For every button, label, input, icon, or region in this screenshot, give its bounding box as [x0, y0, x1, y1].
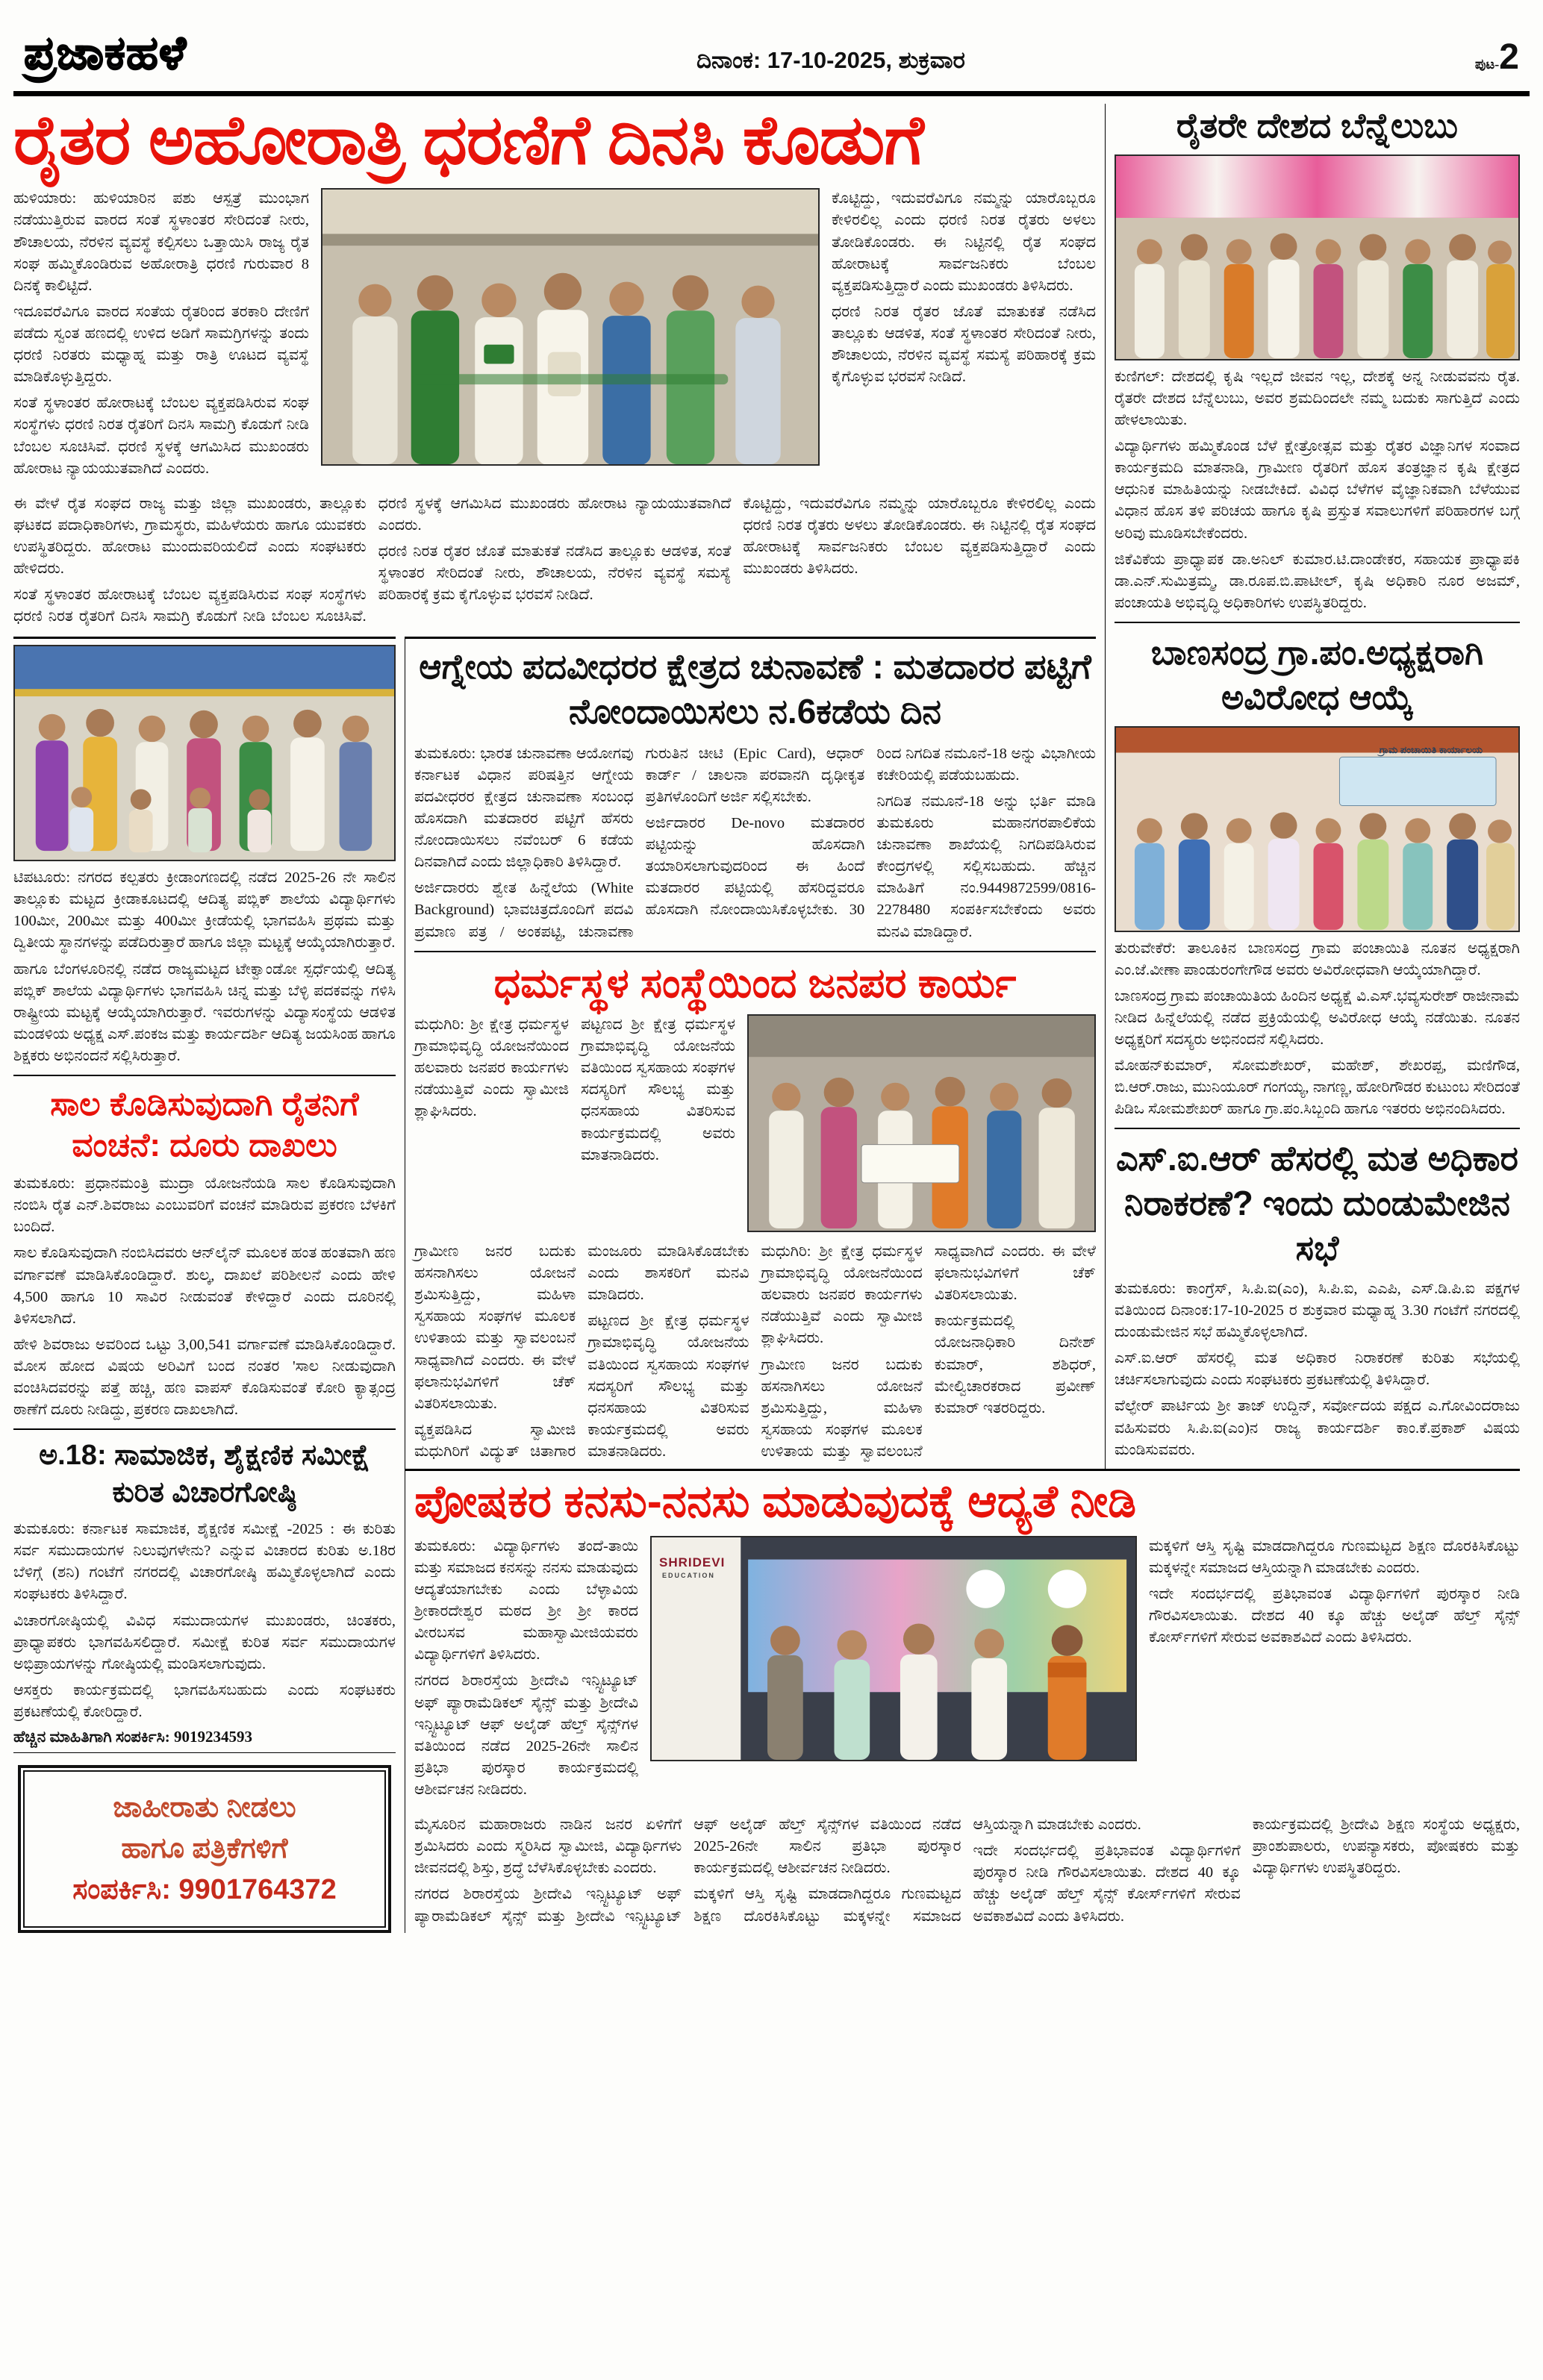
paragraph: ಮಧುಗಿರಿ: ಶ್ರೀ ಕ್ಷೇತ್ರ ಧರ್ಮಸ್ಥಳ ಗ್ರಾಮಾಭಿವೃದ್ಧಿ ಯೋಜನೆಯಿಂದ ಹಲವಾರು ಜನಪರ ಕಾರ್ಯಗಳು ನಡೆಯುತ್ತಿವೆ ಎಂದು ಸ್ವಾಮೀಜಿ ಶ್ಲಾಘಿಸಿದರು. — [761, 1243, 923, 1347]
paragraph: ತುಮಕೂರು: ಕರ್ನಾಟಕ ಸಾಮಾಜಿಕ, ಶೈಕ್ಷಣಿಕ ಸಮೀಕ್ಷೆ -2025 : ಈ ಕುರಿತು ಸರ್ವ ಸಮುದಾಯಗಳ ನಿಲುವುಗಳೇನು? ಎನ್ನುವ ವಿಚಾರದ ಕುರಿತು ಅ.18ರ ಬೆಳಿಗ್ಗೆ (ಶನಿ) ಗಂಟೆಗೆ ನಗರದಲ್ಲಿ ವಿಚಾರಗೋಷ್ಠಿ ಹಮ್ಮಿಕೊಳ್ಳಲಾಗಿದೆ ಎಂದು ಸಂಘಟಕರು ತಿಳಿಸಿದ್ದಾರೆ. — [13, 1521, 396, 1603]
paragraph: ಜಿಕೆವಿಕೆಯ ಪ್ರಾಧ್ಯಾಪಕ ಡಾ.ಅನಿಲ್ ಕುಮಾರ.ಟಿ.ದಾಂಡೇಕರ, ಸಹಾಯಕ ಪ್ರಾಧ್ಯಾಪಕಿ ಡಾ.ಎನ್.ಸುಮಿತ್ರಮ್ಮ, ಡಾ.ರೂಪ.ಬಿ.ಪಾಟೀಲ್, ಕೃಷಿ ಅಧಿಕಾರಿ ನೂರ ಅಜಮ್, ಪಂಚಾಯತಿ ಅಭಿವೃದ್ಧಿ ಅಧಿಕಾರಿಗಳು ಉಪಸ್ಥಿತರಿದ್ದರು. — [1115, 551, 1520, 611]
page-word: ಪುಟ- — [1474, 57, 1500, 72]
tiptur-sports-photo — [13, 645, 396, 861]
paragraph: ಕುಣಿಗಲ್: ದೇಶದಲ್ಲಿ ಕೃಷಿ ಇಲ್ಲದೆ ಜೀವನ ಇಲ್ಲ, ದೇಶಕ್ಕೆ ಅನ್ನ ನೀಡುವವನು ರೈತ. ರೈತರೇ ದೇಶದ ಬೆನ್ನೆಲುಬು, ಅವರ ಶ್ರಮದಿಂದಲೇ ನಮ್ಮ ಬದುಕು ಸಾಗುತ್ತಿದೆ ಎಂದು ಹೇಳಲಾಯಿತು. — [1115, 368, 1520, 429]
dharmasthala-lower-text — [414, 1241, 1096, 1463]
shridevi-event-photo — [650, 1536, 1137, 1761]
paragraph: ತುಮಕೂರು: ವಿದ್ಯಾರ್ಥಿಗಳು ತಂದೆ-ತಾಯಿ ಮತ್ತು ಸಮಾಜದ ಕನಸನ್ನು ನನಸು ಮಾಡುವುದು ಆದ್ಯತೆಯಾಗಬೇಕು ಎಂದು ಬೆಳ್ಳಾವಿಯ ಶ್ರೀಕಾರದೇಶ್ವರ ಮಠದ ಶ್ರೀ ಶ್ರೀ ಕಾರದ ವೀರಬಸವ ಮಹಾಸ್ವಾಮೀಜಿಯವರು ವಿದ್ಯಾರ್ಥಿಗಳಿಗೆ ತಿಳಿಸಿದರು. — [414, 1537, 638, 1664]
main-article-top — [13, 188, 1096, 484]
parents-top-row — [414, 1536, 1520, 1805]
tiptur-caption — [13, 867, 396, 1067]
paragraph: ಇದೂವರೆವಿಗೂ ವಾರದ ಸಂತೆಯ ರೈತರಿಂದ ತರಕಾರಿ ದೇಣಿಗೆ ಪಡೆದು ಸ್ವಂತ ಹಣದಲ್ಲಿ ಉಳಿದ ಅಡಿಗೆ ಸಾಮಗ್ರಿಗಳನ್ನು ತಂದು ಧರಣಿ ನಿರತರು ಮಧ್ಯಾಹ್ನ ಮತ್ತು ರಾತ್ರಿ ಊಟದ ವ್ಯವಸ್ಥೆ ಮಾಡಿಕೊಳ್ಳುತ್ತಿದ್ದರು. — [13, 303, 309, 386]
cheque-handover-photo — [747, 1014, 1096, 1232]
article-banasandra — [1115, 631, 1520, 1120]
divider — [13, 1428, 396, 1430]
edition-date: ದಿನಾಂಕ: 17-10-2025, ಶುಕ್ರವಾರ — [696, 47, 965, 73]
paragraph: ತುಮಕೂರು: ಭಾರತ ಚುನಾವಣಾ ಆಯೋಗವು ಕರ್ನಾಟಕ ವಿಧಾನ ಪರಿಷತ್ತಿನ ಆಗ್ನೇಯ ಪದವೀಧರರ ಕ್ಷೇತ್ರದ ಚುನಾವಣಾ ಸಂಬಂಧ ಹೊಸದಾಗಿ ಮತದಾರರ ಪಟ್ಟಿಗೆ ಹೆಸರು ನೋಂದಾಯಿಸಲು ನವೆಂಬರ್ 6 ಕಡೆಯ ದಿನವಾಗಿದೆ ಎಂದು ಜಿಲ್ಲಾಧಿಕಾರಿ ತಿಳಿಸಿದ್ದಾರೆ. — [414, 745, 634, 871]
divider — [414, 951, 1096, 952]
seminar-headline: ಅ.18: ಸಾಮಾಜಿಕ, ಶೈಕ್ಷಣಿಕ ಸಮೀಕ್ಷೆ ಕುರಿತ ವಿಚಾರಗೋಷ್ಠಿ — [39, 1440, 370, 1508]
paragraph: ಈ ವೇಳೆ ರೈತ ಸಂಘದ ರಾಜ್ಯ ಮತ್ತು ಜಿಲ್ಲಾ ಮುಖಂಡರು, ತಾಲ್ಲೂಕು ಘಟಕದ ಪದಾಧಿಕಾರಿಗಳು, ಗ್ರಾಮಸ್ಥರು, ಮಹಿಳೆಯರು ಹಾಗೂ ಯುವಕರು ಉಪಸ್ಥಿತರಿದ್ದರು. ಹೋರಾಟ ಮುಂದುವರಿಯಲಿದೆ ಎಂದು ಸಂಘಟಕರು ಹೇಳಿದರು. — [13, 495, 367, 578]
advertisement-box — [18, 1765, 391, 1933]
banasandra-headline: ಬಾಣಸಂದ್ರ ಗ್ರಾ.ಪಂ.ಅಧ್ಯಕ್ಷರಾಗಿ ಅವಿರೋಧ ಆಯ್ಕೆ — [1150, 633, 1484, 716]
page-grid — [13, 104, 1530, 1933]
dharmasthala-headline: ಧರ್ಮಸ್ಥಳ ಸಂಸ್ಥೆಯಿಂದ ಜನಪರ ಕಾರ್ಯ — [493, 959, 1017, 1006]
paragraph: ಟಿಪಟೂರು: ನಗರದ ಕಲ್ಪತರು ಕ್ರೀಡಾಂಗಣದಲ್ಲಿ ನಡೆದ 2025-26 ನೇ ಸಾಲಿನ ತಾಲ್ಲೂಕು ಮಟ್ಟದ ಕ್ರೀಡಾಕೂಟದಲ್ಲಿ ಆದಿತ್ಯ ಪಬ್ಲಿಕ್ ಶಾಲೆಯ ವಿದ್ಯಾರ್ಥಿಗಳು 100ಮೀ, 200ಮೀ ಮತ್ತು 400ಮೀ ಕ್ರೀಡೆಯಲ್ಲಿ ಭಾಗವಹಿಸಿ ಪ್ರಥಮ ಮತ್ತು ದ್ವಿತೀಯ ಸ್ಥಾನಗಳನ್ನು ಪಡೆದಿರುತ್ತಾರೆ ಹಾಗೂ ಜಿಲ್ಲಾ ಮಟ್ಟಕ್ಕೆ ಆಯ್ಕೆಯಾಗಿರುತ್ತಾರೆ. — [13, 869, 396, 952]
election-body — [414, 743, 1096, 943]
main-article-left-column — [13, 188, 309, 484]
paragraph: ಗ್ರಾಮೀಣ ಜನರ ಬದುಕು ಹಸನಾಗಿಸಲು ಯೋಜನೆ ಶ್ರಮಿಸುತ್ತಿದ್ದು, ಮಹಿಳಾ ಸ್ವಸಹಾಯ ಸಂಘಗಳ ಮೂಲಕ ಉಳಿತಾಯ ಮತ್ತು ಸ್ವಾವಲಂಬನೆ ಸಾಧ್ಯವಾಗಿದೆ ಎಂದರು. ಈ ವೇಳೆ ಫಲಾನುಭವಿಗಳಿಗೆ ಚೆಕ್ ವಿತರಿಸಲಾಯಿತು. — [414, 1243, 576, 1412]
main-article-lower-columns — [13, 493, 1096, 628]
paragraph: ಸಾಲ ಕೊಡಿಸುವುದಾಗಿ ನಂಬಿಸಿದವರು ಆನ್‌ಲೈನ್ ಮೂಲಕ ಹಂತ ಹಂತವಾಗಿ ಹಣ ವರ್ಗಾವಣೆ ಮಾಡಿಸಿಕೊಂಡಿದ್ದಾರೆ. ಶುಲ್ಕ, ದಾಖಲೆ ಪರಿಶೀಲನೆ ಎಂದು ಹೇಳಿ 4,500 ಹಾಗೂ 10 ಸಾವಿರ ನೀಡುವಂತೆ ಕೇಳಿದ್ದಾರೆ ಎಂದು ದೂರಿನಲ್ಲಿ ತಿಳಿಸಲಾಗಿದೆ. — [13, 1245, 396, 1327]
left-rail — [13, 637, 396, 1933]
article-parents-dream — [405, 1469, 1520, 1934]
paragraph: ಹೇಳಿ ಶಿವರಾಜು ಅವರಿಂದ ಒಟ್ಟು 3,00,541 ವರ್ಗಾವಣೆ ಮಾಡಿಸಿಕೊಂಡಿದ್ದಾರೆ. ಮೋಸ ಹೋದ ವಿಷಯ ಅರಿವಿಗೆ ಬಂದ ನಂತರ 'ಸಾಲ ನೀಡುವುದಾಗಿ ವಂಚಿಸಿದವರನ್ನು ಪತ್ತೆ ಹಚ್ಚಿ, ಹಣ ವಾಪಸ್ ಕೊಡಿಸುವಂತೆ ಕೋರಿ ಕ್ಯಾತ್ಸಂದ್ರ ಠಾಣೆಗೆ ದೂರು ನೀಡಿದ್ದು, ಪ್ರಕರಣ ದಾಖಲಾಗಿದೆ. — [13, 1336, 396, 1419]
parents-left-column — [414, 1536, 638, 1805]
ad-line-1: ಜಾಹೀರಾತು ನೀಡಲು — [113, 1792, 296, 1824]
page-number-value: 2 — [1499, 37, 1519, 77]
farmers-event-photo — [1115, 154, 1520, 360]
paragraph: ಹುಳಿಯಾರು: ಹುಳಿಯಾರಿನ ಪಶು ಆಸ್ಪತ್ರೆ ಮುಂಭಾಗ ನಡೆಯುತ್ತಿರುವ ವಾರದ ಸಂತೆ ಸ್ಥಳಾಂತರ ಸೇರಿದಂತೆ ನೀರು, ಶೌಚಾಲಯ, ನೆರಳಿನ ವ್ಯವಸ್ಥೆ ಕಲ್ಪಿಸಲು ಒತ್ತಾಯಿಸಿ ರಾಜ್ಯ ರೈತ ಸಂಘ ಹಮ್ಮಿಕೊಂಡಿರುವ ಅಹೋರಾತ್ರಿ ಧರಣಿ ಗುರುವಾರ 8 ದಿನಕ್ಕೆ ಕಾಲಿಟ್ಟಿದೆ. — [13, 190, 309, 294]
shridevi-banner-subtext: EDUCATION — [662, 1571, 715, 1579]
paragraph: ನಗರದ ಶಿರಾರಸ್ತೆಯ ಶ್ರೀದೇವಿ ಇನ್ಸ್ಟಿಟ್ಯೂಟ್ ಅಫ್ ಪ್ಯಾರಾಮೆಡಿಕಲ್ ಸೈನ್ಸ್ ಮತ್ತು ಶ್ರೀದೇವಿ ಇನ್ಸ್ಟಿಟ್ಯೂಟ್ ಆಫ್ ಅಲೈಡ್ ಹೆಲ್ತ್ ಸೈನ್ಸ್‌ಗಳ ವತಿಯಿಂದ ನಡೆದ 2025-26ನೇ ಸಾಲಿನ ಪ್ರತಿಭಾ ಪುರಸ್ಕಾರ ಕಾರ್ಯಕ್ರಮದಲ್ಲಿ ಆಶೀರ್ವಚನ ನೀಡಿದರು. — [414, 1672, 638, 1798]
parents-right-column — [1149, 1536, 1520, 1805]
paragraph: ಕೊಟ್ಟಿದ್ದು, ಇದುವರೆವಿಗೂ ನಮ್ಮನ್ನು ಯಾರೊಬ್ಬರೂ ಕೇಳಿರಲಿಲ್ಲ ಎಂದು ಧರಣಿ ನಿರತ ರೈತರು ಅಳಲು ತೋಡಿಕೊಂಡರು. ಈ ನಿಟ್ಟಿನಲ್ಲಿ ರೈತ ಸಂಘದ ಹೋರಾಟಕ್ಕೆ ಸಾರ್ವಜನಿಕರು ಬೆಂಬಲ ವ್ಯಕ್ತಪಡಿಸುತ್ತಿದ್ದಾರೆ ಎಂದು ಮುಖಂಡರು ತಿಳಿಸಿದರು. — [743, 495, 1096, 578]
paragraph: ಪಟ್ಟಣದ ಶ್ರೀ ಕ್ಷೇತ್ರ ಧರ್ಮಸ್ಥಳ ಗ್ರಾಮಾಭಿವೃದ್ಧಿ ಯೋಜನೆಯ ವತಿಯಿಂದ ಸ್ವಸಹಾಯ ಸಂಘಗಳ ಸದಸ್ಯರಿಗೆ ಸೌಲಭ್ಯ ಮತ್ತು ಧನಸಹಾಯ ವಿತರಿಸುವ ಕಾರ್ಯಕ್ರಮದಲ್ಲಿ ಅವರು ಮಾತನಾಡಿದರು. — [581, 1016, 735, 1164]
masthead — [13, 19, 1530, 96]
paragraph: ಮೈಸೂರಿನ ಮಹಾರಾಜರು ನಾಡಿನ ಜನರ ಏಳಿಗೆಗೆ ಶ್ರಮಿಸಿದರು ಎಂದು ಸ್ಮರಿಸಿದ ಸ್ವಾಮೀಜಿ, ವಿದ್ಯಾರ್ಥಿಗಳು ಜೀವನದಲ್ಲಿ ಶಿಸ್ತು, ಶ್ರದ್ಧೆ ಬೆಳೆಸಿಕೊಳ್ಳಬೇಕು ಎಂದರು. — [414, 1817, 682, 1877]
paragraph: ಕೊಟ್ಟಿದ್ದು, ಇದುವರೆವಿಗೂ ನಮ್ಮನ್ನು ಯಾರೊಬ್ಬರೂ ಕೇಳಿರಲಿಲ್ಲ ಎಂದು ಧರಣಿ ನಿರತ ರೈತರು ಅಳಲು ತೋಡಿಕೊಂಡರು. ಈ ನಿಟ್ಟಿನಲ್ಲಿ ರೈತ ಸಂಘದ ಹೋರಾಟಕ್ಕೆ ಸಾರ್ವಜನಿಕರು ಬೆಂಬಲ ವ್ಯಕ್ತಪಡಿಸುತ್ತಿದ್ದಾರೆ ಎಂದು ಮುಖಂಡರು ತಿಳಿಸಿದರು. — [832, 190, 1096, 294]
paragraph: ಧರಣಿ ನಿರತ ರೈತರ ಜೊತೆ ಮಾತುಕತೆ ನಡೆಸಿದ ತಾಲ್ಲೂಕು ಆಡಳಿತ, ಸಂತೆ ಸ್ಥಳಾಂತರ ಸೇರಿದಂತೆ ನೀರು, ಶೌಚಾಲಯ, ನೆರಳಿನ ವ್ಯವಸ್ಥೆ ಸಮಸ್ಯೆ ಪರಿಹಾರಕ್ಕೆ ಕ್ರಮ ಕೈಗೊಳ್ಳುವ ಭರವಸೆ ನೀಡಿದೆ. — [378, 543, 732, 604]
article-dharmasthala — [414, 960, 1096, 1463]
sir-body — [1115, 1278, 1520, 1461]
paragraph: ಅರ್ಜಿದಾರರು ಶ್ವೇತ ಹಿನ್ನೆಲೆಯ (White Background) ಭಾವಚಿತ್ರದೊಂದಿಗೆ ಪದವಿ ಪ್ರಮಾಣ ಪತ್ರ / ಅಂಕಪಟ್ಟಿ, ಚುನಾವಣಾ ಗುರುತಿನ ಚೀಟಿ (Epic Card), ಆಧಾರ್ ಕಾರ್ಡ್ / ಚಾಲನಾ ಪರವಾನಗಿ ದೃಢೀಕೃತ ಪ್ರತಿಗಳೊಂದಿಗೆ ಅರ್ಜಿ ಸಲ್ಲಿಸಬೇಕು. — [414, 745, 865, 940]
paragraph: ವಿಚಾರಗೋಷ್ಠಿಯಲ್ಲಿ ವಿವಿಧ ಸಮುದಾಯಗಳ ಮುಖಂಡರು, ಚಿಂತಕರು, ಪ್ರಾಧ್ಯಾಪಕರು ಭಾಗವಹಿಸಲಿದ್ದಾರೆ. ಸಮೀಕ್ಷೆ ಕುರಿತ ಸರ್ವ ಸಮುದಾಯಗಳ ಅಭಿಪ್ರಾಯಗಳನ್ನು ಗೋಷ್ಠಿಯಲ್ಲಿ ಮಂಡಿಸಲಾಗುವುದು. — [13, 1612, 396, 1672]
sir-headline: ಎಸ್.ಐ.ಆರ್ ಹೆಸರಲ್ಲಿ ಮತ ಅಧಿಕಾರ ನಿರಾಕರಣೆ? ಇಂದು ದುಂಡುಮೇಜಿನ ಸಭೆ — [1116, 1139, 1518, 1268]
paragraph: ಧರಣಿ ನಿರತ ರೈತರ ಜೊತೆ ಮಾತುಕತೆ ನಡೆಸಿದ ತಾಲ್ಲೂಕು ಆಡಳಿತ, ಸಂತೆ ಸ್ಥಳಾಂತರ ಸೇರಿದಂತೆ ನೀರು, ಶೌಚಾಲಯ, ನೆರಳಿನ ವ್ಯವಸ್ಥೆ ಸಮಸ್ಯೆ ಪರಿಹಾರಕ್ಕೆ ಕ್ರಮ ಕೈಗೊಳ್ಳುವ ಭರವಸೆ ನೀಡಿದೆ. — [832, 303, 1096, 386]
paragraph: ಆಸಕ್ತರು ಕಾರ್ಯಕ್ರಮದಲ್ಲಿ ಭಾಗವಹಿಸಬಹುದು ಎಂದು ಸಂಘಟಕರು ಪ್ರಕಟಣೆಯಲ್ಲಿ ಕೋರಿದ್ದಾರೆ. — [13, 1681, 396, 1720]
article-election — [414, 645, 1096, 943]
panchayat-office-sign: ಗ್ರಾಮ ಪಂಚಾಯಿತಿ ಕಾರ್ಯಾಲಯ — [1379, 743, 1483, 755]
paragraph: ವ್ಯಕ್ತಪಡಿಸಿದ ಸ್ವಾಮೀಜಿ ಮಧುಗಿರಿಗೆ ವಿದ್ಯುತ್ ಚಿತಾಗಾರ ಮಂಜೂರು ಮಾಡಿಸಿಕೊಡಬೇಕು ಎಂದು ಶಾಸಕರಿಗೆ ಮನವಿ ಮಾಡಿದರು. — [414, 1243, 749, 1460]
dharmasthala-left-text — [414, 1014, 735, 1232]
paragraph: ಕಾರ್ಯಕ್ರಮದಲ್ಲಿ ಯೋಜನಾಧಿಕಾರಿ ದಿನೇಶ್ ಕುಮಾರ್, ಶಶಿಧರ್, ಮೇಲ್ವಿಚಾರಕರಾದ ಪ್ರವೀಣ್ ಕುಮಾರ್ ಇತರರಿದ್ದರು. — [934, 1313, 1096, 1417]
main-headline: ರೈತರ ಅಹೋರಾತ್ರಿ ಧರಣಿಗೆ ದಿನಸಿ ಕೊಡುಗೆ — [13, 102, 923, 178]
right-rail — [1105, 104, 1520, 1469]
backbone-headline: ರೈತರೇ ದೇಶದ ಬೆನ್ನೆಲುಬು — [1176, 106, 1459, 145]
paragraph: ಇದೇ ಸಂದರ್ಭದಲ್ಲಿ ಪ್ರತಿಭಾವಂತ ವಿದ್ಯಾರ್ಥಿಗಳಿಗೆ ಪುರಸ್ಕಾರ ನೀಡಿ ಗೌರವಿಸಲಾಯಿತು. ದೇಶದ 40 ಕ್ಕೂ ಹೆಚ್ಚು ಅಲೈಡ್ ಹೆಲ್ತ್ ಸೈನ್ಸ್ ಕೋರ್ಸ್‌ಗಳಿಗೆ ಸೇರುವ ಅವಕಾಶವಿದೆ ಎಂದು ತಿಳಿಸಿದರು. — [973, 1843, 1241, 1925]
shridevi-banner-text: SHRIDEVI — [659, 1555, 726, 1570]
paragraph: ಮಕ್ಕಳಿಗೆ ಆಸ್ತಿ ಸೃಷ್ಟಿ ಮಾಡದಾಗಿದ್ದರೂ ಗುಣಮಟ್ಟದ ಶಿಕ್ಷಣ ದೊರಕಿಸಿಕೊಟ್ಟು ಮಕ್ಕಳನ್ನೇ ಸಮಾಜದ ಆಸ್ತಿಯನ್ನಾಗಿ ಮಾಡಬೇಕು ಎಂದರು. — [693, 1817, 1141, 1925]
paragraph: ಇದೇ ಸಂದರ್ಭದಲ್ಲಿ ಪ್ರತಿಭಾವಂತ ವಿದ್ಯಾರ್ಥಿಗಳಿಗೆ ಪುರಸ್ಕಾರ ನೀಡಿ ಗೌರವಿಸಲಾಯಿತು. ದೇಶದ 40 ಕ್ಕೂ ಹೆಚ್ಚು ಅಲೈಡ್ ಹೆಲ್ತ್ ಸೈನ್ಸ್ ಕೋರ್ಸ್‌ಗಳಿಗೆ ಸೇರುವ ಅವಕಾಶವಿದೆ ಎಂದು ತಿಳಿಸಿದರು. — [1149, 1585, 1520, 1646]
paragraph: ವೆಲ್ಫೇರ್ ಪಾರ್ಟಿಯ ಶ್ರೀ ತಾಜ್ ಉದ್ದಿನ್, ಸರ್ವೋದಯ ಪಕ್ಷದ ಎ.ಗೋವಿಂದರಾಜು ವಹಿಸುವರು ಸಿ.ಪಿ.ಐ(ಎಂ)ನ ರಾಜ್ಯ ಕಾರ್ಯದರ್ಶಿ ಕಾಂ.ಕೆ.ಪ್ರಕಾಶ್ ವಿಷಯ ಮಂಡಿಸುವವರು. — [1115, 1398, 1520, 1458]
divider — [1115, 1128, 1520, 1129]
seminar-contact-line: ಹೆಚ್ಚಿನ ಮಾಹಿತಿಗಾಗಿ ಸಂಪರ್ಕಿಸಿ: 9019234593 — [13, 1728, 252, 1746]
paragraph: ಬಾಣಸಂದ್ರ ಗ್ರಾಮ ಪಂಚಾಯಿತಿಯ ಹಿಂದಿನ ಅಧ್ಯಕ್ಷೆ ವಿ.ಎಸ್.ಭವ್ಯಸುರೇಶ್ ರಾಜೀನಾಮೆ ನೀಡಿದ ಹಿನ್ನೆಲೆಯಲ್ಲಿ ನಡೆದ ಪ್ರಕ್ರಿಯೆಯಲ್ಲಿ ಅವಿರೋಧ ಆಯ್ಕೆ ನಡೆಯಿತು. ನೂತನ ಅಧ್ಯಕ್ಷರಿಗೆ ಸದಸ್ಯರು ಅಭಿನಂದನೆ ಸಲ್ಲಿಸಿದರು. — [1115, 987, 1520, 1049]
dharmasthala-top — [414, 1014, 1096, 1232]
paragraph: ಪಟ್ಟಣದ ಶ್ರೀ ಕ್ಷೇತ್ರ ಧರ್ಮಸ್ಥಳ ಗ್ರಾಮಾಭಿವೃದ್ಧಿ ಯೋಜನೆಯ ವತಿಯಿಂದ ಸ್ವಸಹಾಯ ಸಂಘಗಳ ಸದಸ್ಯರಿಗೆ ಸೌಲಭ್ಯ ಮತ್ತು ಧನಸಹಾಯ ವಿತರಿಸುವ ಕಾರ್ಯಕ್ರಮದಲ್ಲಿ ಅವರು ಮಾತನಾಡಿದರು. — [587, 1313, 749, 1460]
seminar-body — [13, 1519, 396, 1723]
parents-lower-columns — [414, 1814, 1520, 1928]
loan-fraud-headline: ಸಾಲ ಕೊಡಿಸುವುದಾಗಿ ರೈತನಿಗೆ ವಂಚನೆ: ದೂರು ದಾಖಲು — [50, 1086, 359, 1164]
paragraph: ಎಸ್.ಐ.ಆರ್ ಹೆಸರಲ್ಲಿ ಮತ ಅಧಿಕಾರ ನಿರಾಕರಣೆ ಕುರಿತು ಸಭೆಯಲ್ಲಿ ಚರ್ಚಿಸಲಾಗುವುದು ಎಂದು ಸಂಘಟಕರು ಪ್ರಕಟಣೆಯಲ್ಲಿ ತಿಳಿಸಿದ್ದಾರೆ. — [1115, 1350, 1520, 1389]
page-number — [1475, 37, 1519, 81]
article-sir-meeting — [1115, 1137, 1520, 1461]
dharani-group-photo — [321, 188, 820, 466]
paragraph: ಗ್ರಾಮೀಣ ಜನರ ಬದುಕು ಹಸನಾಗಿಸಲು ಯೋಜನೆ ಶ್ರಮಿಸುತ್ತಿದ್ದು, ಮಹಿಳಾ ಸ್ವಸಹಾಯ ಸಂಘಗಳ ಮೂಲಕ ಉಳಿತಾಯ ಮತ್ತು ಸ್ವಾವಲಂಬನೆ ಸಾಧ್ಯವಾಗಿದೆ ಎಂದರು. ಈ ವೇಳೆ ಫಲಾನುಭವಿಗಳಿಗೆ ಚೆಕ್ ವಿತರಿಸಲಾಯಿತು. — [761, 1243, 1096, 1460]
newspaper-title: ಪ್ರಜಾಕಹಳೆ — [24, 28, 187, 79]
paragraph: ನಗರದ ಶಿರಾರಸ್ತೆಯ ಶ್ರೀದೇವಿ ಇನ್ಸ್ಟಿಟ್ಯೂಟ್ ಅಫ್ ಪ್ಯಾರಾಮೆಡಿಕಲ್ ಸೈನ್ಸ್ ಮತ್ತು ಶ್ರೀದೇವಿ ಇನ್ಸ್ಟಿಟ್ಯೂಟ್ ಆಫ್ ಅಲೈಡ್ ಹೆಲ್ತ್ ಸೈನ್ಸ್‌ಗಳ ವತಿಯಿಂದ ನಡೆದ 2025-26ನೇ ಸಾಲಿನ ಪ್ರತಿಭಾ ಪುರಸ್ಕಾರ ಕಾರ್ಯಕ್ರಮದಲ್ಲಿ ಆಶೀರ್ವಚನ ನೀಡಿದರು. — [414, 1817, 961, 1925]
main-article-right-column — [832, 188, 1096, 484]
paragraph: ವಿದ್ಯಾರ್ಥಿಗಳು ಹಮ್ಮಿಕೊಂಡ ಬೆಳೆ ಕ್ಷೇತ್ರೋತ್ಸವ ಮತ್ತು ರೈತರ ವಿಜ್ಞಾನಿಗಳ ಸಂವಾದ ಕಾರ್ಯಕ್ರಮದಿ ಮಾತನಾಡಿ, ಗ್ರಾಮೀಣ ರೈತರಿಗೆ ಹೊಸ ತಂತ್ರಜ್ಞಾನ ಕೃಷಿ ಕ್ಷೇತ್ರದ ಆಧುನಿಕ ಮಾಹಿತಿಯನ್ನು ನೀಡಬೇಕಿದೆ. ವಿವಿಧ ಬೆಳೆಗಳ ವೈಜ್ಞಾನಿಕವಾಗಿ ಬೆಳೆಯುವ ವಿಧಾನ ಹೊಸ ತಳಿ ಪರಿಚಯ ಹಾಗೂ ಕೃಷಿ ಪ್ರಸ್ತುತ ಸವಾಲುಗಳಿಗೆ ಪರಿಹಾರಗಳ ಬಗ್ಗೆ ಅರಿವು ಮೂಡಿಸಬೇಕೆಂದರು. — [1115, 438, 1520, 542]
paragraph: ತುರುವೇಕೆರೆ: ತಾಲೂಕಿನ ಬಾಣಸಂದ್ರ ಗ್ರಾಮ ಪಂಚಾಯಿತಿ ನೂತನ ಅಧ್ಯಕ್ಷರಾಗಿ ಎಂ.ಜೆ.ವೀಣಾ ಪಾಂಡುರಂಗೇಗೌಡ ಅವರು ಅವಿರೋಧವಾಗಿ ಆಯ್ಕೆಯಾಗಿದ್ದಾರೆ. — [1115, 940, 1520, 978]
center-column — [405, 637, 1096, 1469]
article-backbone — [1115, 104, 1520, 614]
banasandra-group-photo — [1115, 726, 1520, 932]
paragraph: ಮಕ್ಕಳಿಗೆ ಆಸ್ತಿ ಸೃಷ್ಟಿ ಮಾಡದಾಗಿದ್ದರೂ ಗುಣಮಟ್ಟದ ಶಿಕ್ಷಣ ದೊರಕಿಸಿಕೊಟ್ಟು ಮಕ್ಕಳನ್ನೇ ಸಮಾಜದ ಆಸ್ತಿಯನ್ನಾಗಿ ಮಾಡಬೇಕು ಎಂದರು. — [1149, 1537, 1520, 1576]
paragraph: ಮಧುಗಿರಿ: ಶ್ರೀ ಕ್ಷೇತ್ರ ಧರ್ಮಸ್ಥಳ ಗ್ರಾಮಾಭಿವೃದ್ಧಿ ಯೋಜನೆಯಿಂದ ಹಲವಾರು ಜನಪರ ಕಾರ್ಯಗಳು ನಡೆಯುತ್ತಿವೆ ಎಂದು ಸ್ವಾಮೀಜಿ ಶ್ಲಾಘಿಸಿದರು. — [414, 1016, 569, 1120]
paragraph: ಕಾರ್ಯಕ್ರಮದಲ್ಲಿ ಶ್ರೀದೇವಿ ಶಿಕ್ಷಣ ಸಂಸ್ಥೆಯ ಅಧ್ಯಕ್ಷರು, ಪ್ರಾಂಶುಪಾಲರು, ಉಪನ್ಯಾಸಕರು, ಪೋಷಕರು ಮತ್ತು ವಿದ್ಯಾರ್ಥಿಗಳು ಉಪಸ್ಥಿತರಿದ್ದರು. — [1252, 1817, 1520, 1877]
paragraph: ಸಂತೆ ಸ್ಥಳಾಂತರ ಹೋರಾಟಕ್ಕೆ ಬೆಂಬಲ ವ್ಯಕ್ತಪಡಿಸಿರುವ ಸಂಘ ಸಂಸ್ಥೆಗಳು ಧರಣಿ ನಿರತ ರೈತರಿಗೆ ದಿನಸಿ ಸಾಮಗ್ರಿ ಕೊಡುಗೆ ನೀಡಿ ಬೆಂಬಲ ಸೂಚಿಸಿವೆ. ಧರಣಿ ಸ್ಥಳಕ್ಕೆ ಆಗಮಿಸಿದ ಮುಖಂಡರು ಹೋರಾಟ ನ್ಯಾಯಯುತವಾಗಿದೆ ಎಂದರು. — [13, 395, 309, 477]
election-headline: ಆಗ್ನೇಯ ಪದವೀಧರರ ಕ್ಷೇತ್ರದ ಚುನಾವಣೆ : ಮತದಾರರ ಪಟ್ಟಿಗೆ ನೋಂದಾಯಿಸಲು ನ.6ಕಡೆಯ ದಿನ — [419, 647, 1091, 731]
parents-headline: ಪೋಷಕರ ಕನಸು-ನನಸು ಮಾಡುವುದಕ್ಕೆ ಆದ್ಯತೆ ನೀಡಿ — [414, 1475, 1137, 1526]
paragraph: ಮೋಹನ್‌ಕುಮಾರ್, ಸೋಮಶೇಖರ್, ಮಹೇಶ್, ಶೇಖರಪ್ಪ, ಮಣಿಗೌಡ, ಬಿ.ಆರ್.ರಾಜು, ಮುನಿಯೂರ್ ಗಂಗಯ್ಯ, ನಾಗಣ್ಣ, ಹೋರಿಗೌಡರ ಕುಟುಂಬ ಸೇರಿದಂತೆ ಪಿಡಿಒ ಸೋಮಶೇಖರ್ ಹಾಗೂ ಗ್ರಾ.ಪಂ.ಸಿಬ್ಬಂದಿ ಹಾಗೂ ಇತರರು ಅಭಿನಂದಿಸಿದರು. — [1115, 1058, 1520, 1118]
divider — [1115, 622, 1520, 623]
article-farmers-dharani — [13, 104, 1096, 637]
paragraph: ಸಂತೆ ಸ್ಥಳಾಂತರ ಹೋರಾಟಕ್ಕೆ ಬೆಂಬಲ ವ್ಯಕ್ತಪಡಿಸಿರುವ ಸಂಘ ಸಂಸ್ಥೆಗಳು ಧರಣಿ ನಿರತ ರೈತರಿಗೆ ದಿನಸಿ ಸಾಮಗ್ರಿ ಕೊಡುಗೆ ನೀಡಿ ಬೆಂಬಲ ಸೂಚಿಸಿವೆ. ಧರಣಿ ಸ್ಥಳಕ್ಕೆ ಆಗಮಿಸಿದ ಮುಖಂಡರು ಹೋರಾಟ ನ್ಯಾಯಯುತವಾಗಿದೆ ಎಂದರು. — [13, 495, 732, 625]
ad-line-2: ಹಾಗೂ ಪತ್ರಿಕೆಗಳಿಗೆ — [121, 1833, 288, 1865]
banasandra-body — [1115, 938, 1520, 1121]
divider — [13, 1752, 396, 1753]
loan-fraud-body — [13, 1173, 396, 1421]
paragraph: ನಿಗದಿತ ನಮೂನೆ-18 ಅನ್ನು ಭರ್ತಿ ಮಾಡಿ ತುಮಕೂರು ಮಹಾನಗರಪಾಲಿಕೆಯ ಚುನಾವಣಾ ಶಾಖೆಯಲ್ಲಿ ನಿಗದಿಪಡಿಸಿರುವ ಕೇಂದ್ರಗಳಲ್ಲಿ ಸಲ್ಲಿಸಬಹುದು. ಹೆಚ್ಚಿನ ಮಾಹಿತಿಗೆ ನಂ.9449872599/0816-2278480 ಸಂಪರ್ಕಿಸಬೇಕೆಂದು ಅವರು ಮನವಿ ಮಾಡಿದ್ದಾರೆ. — [876, 793, 1096, 940]
paragraph: ತುಮಕೂರು: ಪ್ರಧಾನಮಂತ್ರಿ ಮುದ್ರಾ ಯೋಜನೆಯಡಿ ಸಾಲ ಕೊಡಿಸುವುದಾಗಿ ನಂಬಿಸಿ ರೈತ ಎನ್.ಶಿವರಾಜು ಎಂಬುವರಿಗೆ ವಂಚನೆ ಮಾಡಿರುವ ಪ್ರಕರಣ ಬೆಳಕಿಗೆ ಬಂದಿದೆ. — [13, 1175, 396, 1236]
divider — [13, 1075, 396, 1076]
backbone-body — [1115, 366, 1520, 614]
ad-phone: ಸಂಪರ್ಕಿಸಿ: 9901764372 — [72, 1874, 337, 1906]
paragraph: ಹಾಗೂ ಬೆಂಗಳೂರಿನಲ್ಲಿ ನಡೆದ ರಾಜ್ಯಮಟ್ಟದ ಟೇಕ್ವಾಂಡೋ ಸ್ಪರ್ಧೆಯಲ್ಲಿ ಆದಿತ್ಯ ಪಬ್ಲಿಕ್ ಶಾಲೆಯ ವಿದ್ಯಾರ್ಥಿಗಳು ಭಾಗವಹಿಸಿ ಚಿನ್ನ ಮತ್ತು ಬೆಳ್ಳಿ ಪದಕವನ್ನು ಗಳಿಸಿ ರಾಷ್ಟ್ರೀಯ ಮಟ್ಟಕ್ಕೆ ಆಯ್ಕೆಯಾಗಿರುತ್ತಾರೆ. ಇವರುಗಳನ್ನು ವಿದ್ಯಾಸಂಸ್ಥೆಯ ಆಡಳಿತ ಮಂಡಳಿಯ ಅಧ್ಯಕ್ಷ ಎಸ್.ಪಂಕಜ ಮತ್ತು ಕಾರ್ಯದರ್ಶಿ ಆದಿತ್ಯ ಜಯಸಿಂಹ ಹಾಗೂ ಶಿಕ್ಷಕರು ಅಭಿನಂದನೆ ಸಲ್ಲಿಸಿರುತ್ತಾರೆ. — [13, 961, 396, 1064]
paragraph: ಅರ್ಜಿದಾರರ De-novo ಮತದಾರರ ಪಟ್ಟಿಯನ್ನು ಹೊಸದಾಗಿ ತಯಾರಿಸಲಾಗುವುದರಿಂದ ಈ ಹಿಂದೆ ಮತದಾರರ ಪಟ್ಟಿಯಲ್ಲಿ ಹೆಸರಿದ್ದವರೂ ಹೊಸದಾಗಿ ನೋಂದಾಯಿಸಿಕೊಳ್ಳಬೇಕು. 30 ರಿಂದ ನಿಗದಿತ ನಮೂನೆ-18 ಅನ್ನು ವಿಭಾಗೀಯ ಕಚೇರಿಯಲ್ಲಿ ಪಡೆಯಬಹುದು. — [645, 745, 1096, 919]
paragraph: ತುಮಕೂರು: ಕಾಂಗ್ರೆಸ್, ಸಿ.ಪಿ.ಐ(ಎಂ), ಸಿ.ಪಿ.ಐ, ಎಎಪಿ, ಎಸ್.ಡಿ.ಪಿ.ಐ ಪಕ್ಷಗಳ ವತಿಯಿಂದ ದಿನಾಂಕ:17-10-2025 ರ ಶುಕ್ರವಾರ ಮಧ್ಯಾಹ್ನ 3.30 ಗಂಟೆಗೆ ನಗರದಲ್ಲಿ ದುಂಡುಮೇಜಿನ ಸಭೆ ಹಮ್ಮಿಕೊಳ್ಳಲಾಗಿದೆ. — [1115, 1280, 1520, 1341]
